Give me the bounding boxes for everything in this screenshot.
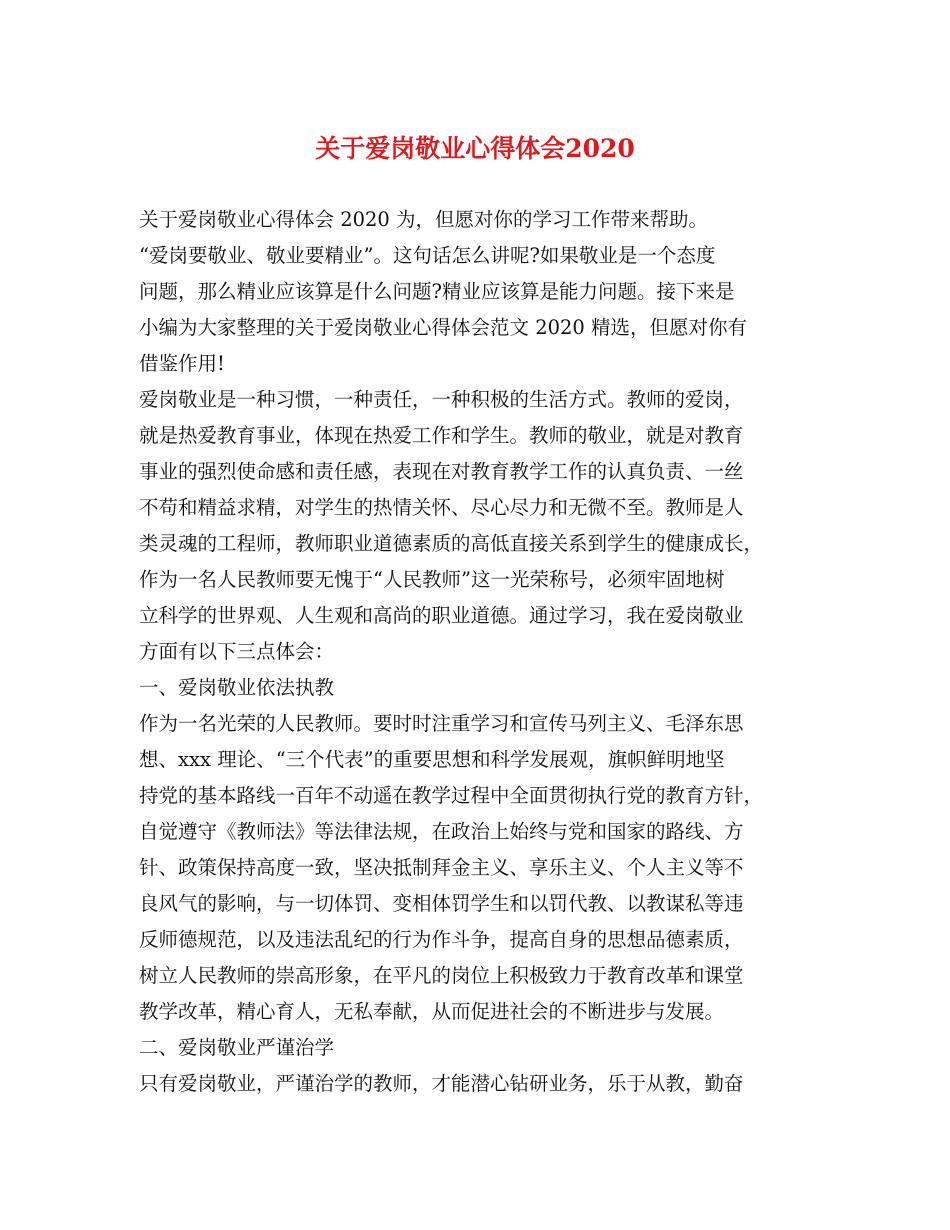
text-line: 作为一名光荣的人民教师。要时时注重学习和宣传马列主义、毛泽东思 [139, 712, 744, 735]
text-line: 良风气的影响，与一切体罚、变相体罚学生和以罚代教、以教谋私等违 [139, 892, 744, 915]
text-line: 问题，那么精业应该算是什么问题?精业应该算是能力问题。接下来是 [139, 280, 735, 303]
text-line: 小编为大家整理的关于爱岗敬业心得体会范文 2020 精选，但愿对你有 [139, 316, 748, 339]
text-line: 想、xxx 理论、“三个代表”的重要思想和科学发展观，旗帜鲜明地坚 [139, 748, 725, 771]
text-line: 作为一名人民教师要无愧于“人民教师”这一光荣称号，必须牢固地树 [139, 568, 725, 591]
document-body [139, 202, 819, 1102]
text-line: 教学改革，精心育人，无私奉献，从而促进社会的不断进步与发展。 [139, 1000, 725, 1023]
text-line: 只有爱岗敬业，严谨治学的教师，才能潜心钻研业务，乐于从教，勤奋 [139, 1072, 744, 1095]
text-line: 反师德规范，以及违法乱纪的行为作斗争，提高自身的思想品德素质， [139, 928, 744, 951]
text-line: 类灵魂的工程师，教师职业道德素质的高低直接关系到学生的健康成长， [139, 532, 764, 555]
text-line: 就是热爱教育事业，体现在热爱工作和学生。教师的敬业，就是对教育 [139, 424, 744, 447]
text-line: “爱岗要敬业、敬业要精业”。这句话怎么讲呢?如果敬业是一个态度 [139, 244, 716, 267]
section-heading: 二、爱岗敬业严谨治学 [139, 1036, 335, 1059]
text-line: 爱岗敬业是一种习惯，一种责任，一种积极的生活方式。教师的爱岗， [139, 388, 744, 411]
text-line: 立科学的世界观、人生观和高尚的职业道德。通过学习，我在爱岗敬业 [139, 604, 744, 627]
text-line: 针、政策保持高度一致，坚决抵制拜金主义、享乐主义、个人主义等不 [139, 856, 744, 879]
text-line: 不苟和精益求精，对学生的热情关怀、尽心尽力和无微不至。教师是人 [139, 496, 744, 519]
text-line: 关于爱岗敬业心得体会 2020 为，但愿对你的学习工作带来帮助。 [139, 208, 709, 231]
section-heading: 一、爱岗敬业依法执教 [139, 676, 335, 699]
text-line: 借鉴作用! [139, 352, 225, 375]
text-line: 树立人民教师的崇高形象，在平凡的岗位上积极致力于教育改革和课堂 [139, 964, 744, 987]
text-line: 方面有以下三点体会： [139, 640, 335, 663]
text-line: 事业的强烈使命感和责任感，表现在对教育教学工作的认真负责、一丝 [139, 460, 744, 483]
text-line: 自觉遵守《教师法》等法律法规，在政治上始终与党和国家的路线、方 [139, 820, 744, 843]
document-title: 关于爱岗敬业心得体会2020 [315, 134, 635, 163]
text-line: 持党的基本路线一百年不动遥在教学过程中全面贯彻执行党的教育方针， [139, 784, 764, 807]
